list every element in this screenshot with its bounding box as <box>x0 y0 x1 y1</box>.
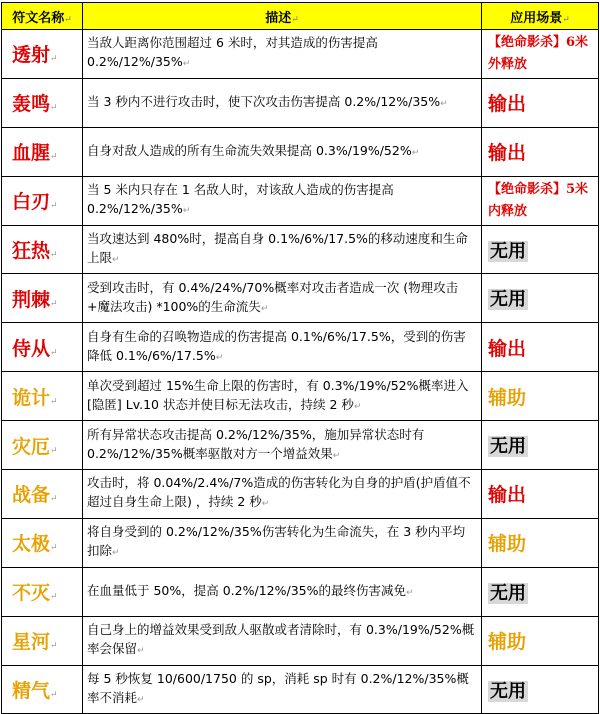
rune-desc: 当攻速达到 480%时，提高自身 0.1%/6%/17.5%的移动速度和生命上限 <box>87 231 468 265</box>
table-row <box>2 518 599 567</box>
rune-desc-cell <box>83 225 482 274</box>
rune-name: 透射 <box>12 44 51 67</box>
return-mark: ↵ <box>332 450 341 461</box>
rune-name-cell <box>2 372 83 421</box>
rune-name: 狂热 <box>12 240 51 262</box>
rune-desc-cell <box>83 470 482 519</box>
table-row <box>2 421 599 470</box>
rune-desc: 自己身上的增益效果受到敌人驱散或者清除时，有 0.3%/19%/52%概率会保留 <box>87 622 475 657</box>
rune-name-cell <box>2 78 83 127</box>
return-mark: ↵ <box>50 592 58 603</box>
rune-name: 血腥 <box>12 142 51 165</box>
scene-label: 输出 <box>488 484 527 507</box>
return-mark: ↵ <box>182 59 191 70</box>
rune-name-cell <box>2 176 83 225</box>
table-row <box>2 567 599 616</box>
rune-desc: 自身有生命的召唤物造成的伤害提高 0.1%/6%/17.5%，受到的伤害降低 0.1%/6%/17.5% <box>87 328 466 363</box>
return-mark: ↵ <box>50 250 58 260</box>
rune-desc-cell <box>83 421 482 470</box>
scene-label: 【绝命影杀】6米外释放 <box>488 34 589 72</box>
rune-name: 轰鸣 <box>12 93 51 116</box>
rune-desc-cell <box>83 616 482 665</box>
scene-label: 辅助 <box>488 533 527 556</box>
rune-desc-cell <box>83 518 482 567</box>
rune-desc-cell <box>83 176 482 225</box>
rune-desc-cell <box>83 323 482 372</box>
return-mark: ↵ <box>112 548 120 559</box>
rune-name-cell <box>2 127 83 176</box>
rune-name: 星河 <box>12 631 51 654</box>
rune-desc-cell <box>83 372 482 421</box>
return-mark: ↵ <box>353 401 362 412</box>
rune-scene-cell <box>482 372 599 421</box>
header-name: 符文名称↵ <box>2 3 83 30</box>
rune-name-cell <box>2 30 83 79</box>
rune-desc: 在血量低于 50%，提高 0.2%/12%/35%的最终伤害减免 <box>87 582 406 598</box>
scene-label: 辅助 <box>488 386 527 409</box>
scene-label: 无用 <box>490 436 526 458</box>
return-mark: ↵ <box>50 298 58 309</box>
rune-name: 白刃 <box>12 191 51 214</box>
table-row <box>2 616 599 665</box>
rune-desc-cell <box>83 274 482 323</box>
return-mark: ↵ <box>50 396 58 407</box>
return-mark: ↵ <box>440 98 448 109</box>
rune-name: 精气 <box>12 680 51 703</box>
return-mark: ↵ <box>50 543 58 554</box>
rune-scene-cell <box>482 567 599 616</box>
return-mark: ↵ <box>137 646 145 657</box>
table-row <box>2 372 599 421</box>
scene-label: 辅助 <box>488 631 527 654</box>
table-row <box>2 225 599 274</box>
rune-name: 诡计 <box>12 386 51 409</box>
rune-name-cell <box>2 518 83 567</box>
rune-desc-cell <box>83 78 482 127</box>
rune-scene-cell <box>482 323 599 372</box>
scene-label: 无用 <box>490 680 526 702</box>
rune-name: 荆棘 <box>12 288 51 311</box>
return-mark: ↵ <box>182 206 191 217</box>
rune-name-cell <box>2 323 83 372</box>
rune-name-cell <box>2 470 83 519</box>
rune-scene-cell <box>482 616 599 665</box>
rune-table <box>1 2 599 714</box>
header-scene: 应用场景↵ <box>482 3 599 30</box>
return-mark: ↵ <box>50 347 58 358</box>
rune-name-cell <box>2 274 83 323</box>
table-row <box>2 470 599 519</box>
return-mark: ↵ <box>260 303 269 314</box>
rune-name-cell <box>2 421 83 470</box>
rune-desc: 当 3 秒内不进行攻击时，使下次攻击伤害提高 0.2%/12%/35% <box>87 93 441 109</box>
rune-desc: 每 5 秒恢复 10/600/1750 的 sp，消耗 sp 时有 0.2%/12%/35%概率不消耗 <box>87 671 469 706</box>
return-mark: ↵ <box>261 499 270 510</box>
rune-desc: 单次受到超过 15%生命上限的伤害时，有 0.3%/19%/52%概率进入[隐匿] Lv.10 状态并使目标无法攻击，持续 2 秒 <box>87 377 469 412</box>
scene-label: 无用 <box>490 240 526 262</box>
rune-desc-cell <box>83 127 482 176</box>
table-row <box>2 176 599 225</box>
table-row <box>2 127 599 176</box>
rune-desc: 自身对敌人造成的所有生命流失效果提高 0.3%/19%/52% <box>87 142 412 158</box>
rune-scene-cell <box>482 127 599 176</box>
rune-scene-cell <box>482 225 599 274</box>
return-mark: ↵ <box>50 445 58 456</box>
table-row <box>2 274 599 323</box>
rune-name-cell <box>2 665 83 714</box>
rune-desc: 当敌人距离你范围超过 6 米时，对其造成的伤害提高 0.2%/12%/35% <box>87 35 378 70</box>
rune-scene-cell <box>482 78 599 127</box>
rune-scene-cell <box>482 665 599 714</box>
return-mark: ↵ <box>50 494 58 505</box>
rune-name: 不灭 <box>12 582 51 605</box>
rune-name-cell <box>2 225 83 274</box>
rune-desc-cell <box>83 567 482 616</box>
table-row <box>2 323 599 372</box>
return-mark: ↵ <box>50 201 58 212</box>
rune-desc: 攻击时，将 0.04%/2.4%/7%造成的伤害转化为自身的护盾(护盾值不超过自身生命上限) ，持续 2 秒 <box>87 475 471 510</box>
rune-desc: 受到攻击时，有 0.4%/24%/70%概率对攻击者造成一次 (物理攻击+魔法攻击) *100%的生命流失 <box>87 279 459 314</box>
rune-name: 战备 <box>12 484 51 507</box>
scene-label: 无用 <box>490 289 526 311</box>
rune-name: 灾厄 <box>12 435 51 458</box>
rune-name-cell <box>2 616 83 665</box>
rune-scene-cell <box>482 518 599 567</box>
rune-scene-cell <box>482 470 599 519</box>
return-mark: ↵ <box>411 147 420 158</box>
rune-scene-cell <box>482 176 599 225</box>
rune-name: 太极 <box>12 533 51 556</box>
rune-desc: 当 5 米内只存在 1 名敌人时，对该敌人造成的伤害提高 0.2%/12%/35% <box>87 182 394 217</box>
table-header-row <box>2 3 599 30</box>
rune-desc-cell <box>83 665 482 714</box>
return-mark: ↵ <box>405 587 414 598</box>
scene-label: 无用 <box>490 582 526 604</box>
return-mark: ↵ <box>50 152 58 163</box>
scene-label: 输出 <box>488 93 527 116</box>
rune-scene-cell <box>482 274 599 323</box>
scene-label: 输出 <box>488 142 527 165</box>
return-mark: ↵ <box>50 103 58 114</box>
rune-desc: 所有异常状态攻击提高 0.2%/12%/35%，施加异常状态时有 0.2%/12%/35%概率驱散对方一个增益效果 <box>87 426 425 461</box>
return-mark: ↵ <box>137 695 145 706</box>
scene-label: 输出 <box>488 337 527 360</box>
return-mark: ↵ <box>112 255 120 265</box>
table-row <box>2 78 599 127</box>
rune-desc-cell <box>83 30 482 79</box>
rune-desc: 将自身受到的 0.2%/12%/35%伤害转化为生命流失，在 3 秒内平均扣除 <box>87 524 466 559</box>
return-mark: ↵ <box>215 352 224 363</box>
scene-label: 【绝命影杀】5米内释放 <box>488 181 589 219</box>
rune-name: 侍从 <box>12 337 51 360</box>
rune-name-cell <box>2 567 83 616</box>
table-row <box>2 665 599 714</box>
rune-scene-cell <box>482 421 599 470</box>
return-mark: ↵ <box>50 54 58 65</box>
table-row <box>2 30 599 79</box>
return-mark: ↵ <box>50 641 58 652</box>
rune-scene-cell <box>482 30 599 79</box>
return-mark: ↵ <box>50 690 58 701</box>
header-desc: 描述↵ <box>83 3 482 30</box>
